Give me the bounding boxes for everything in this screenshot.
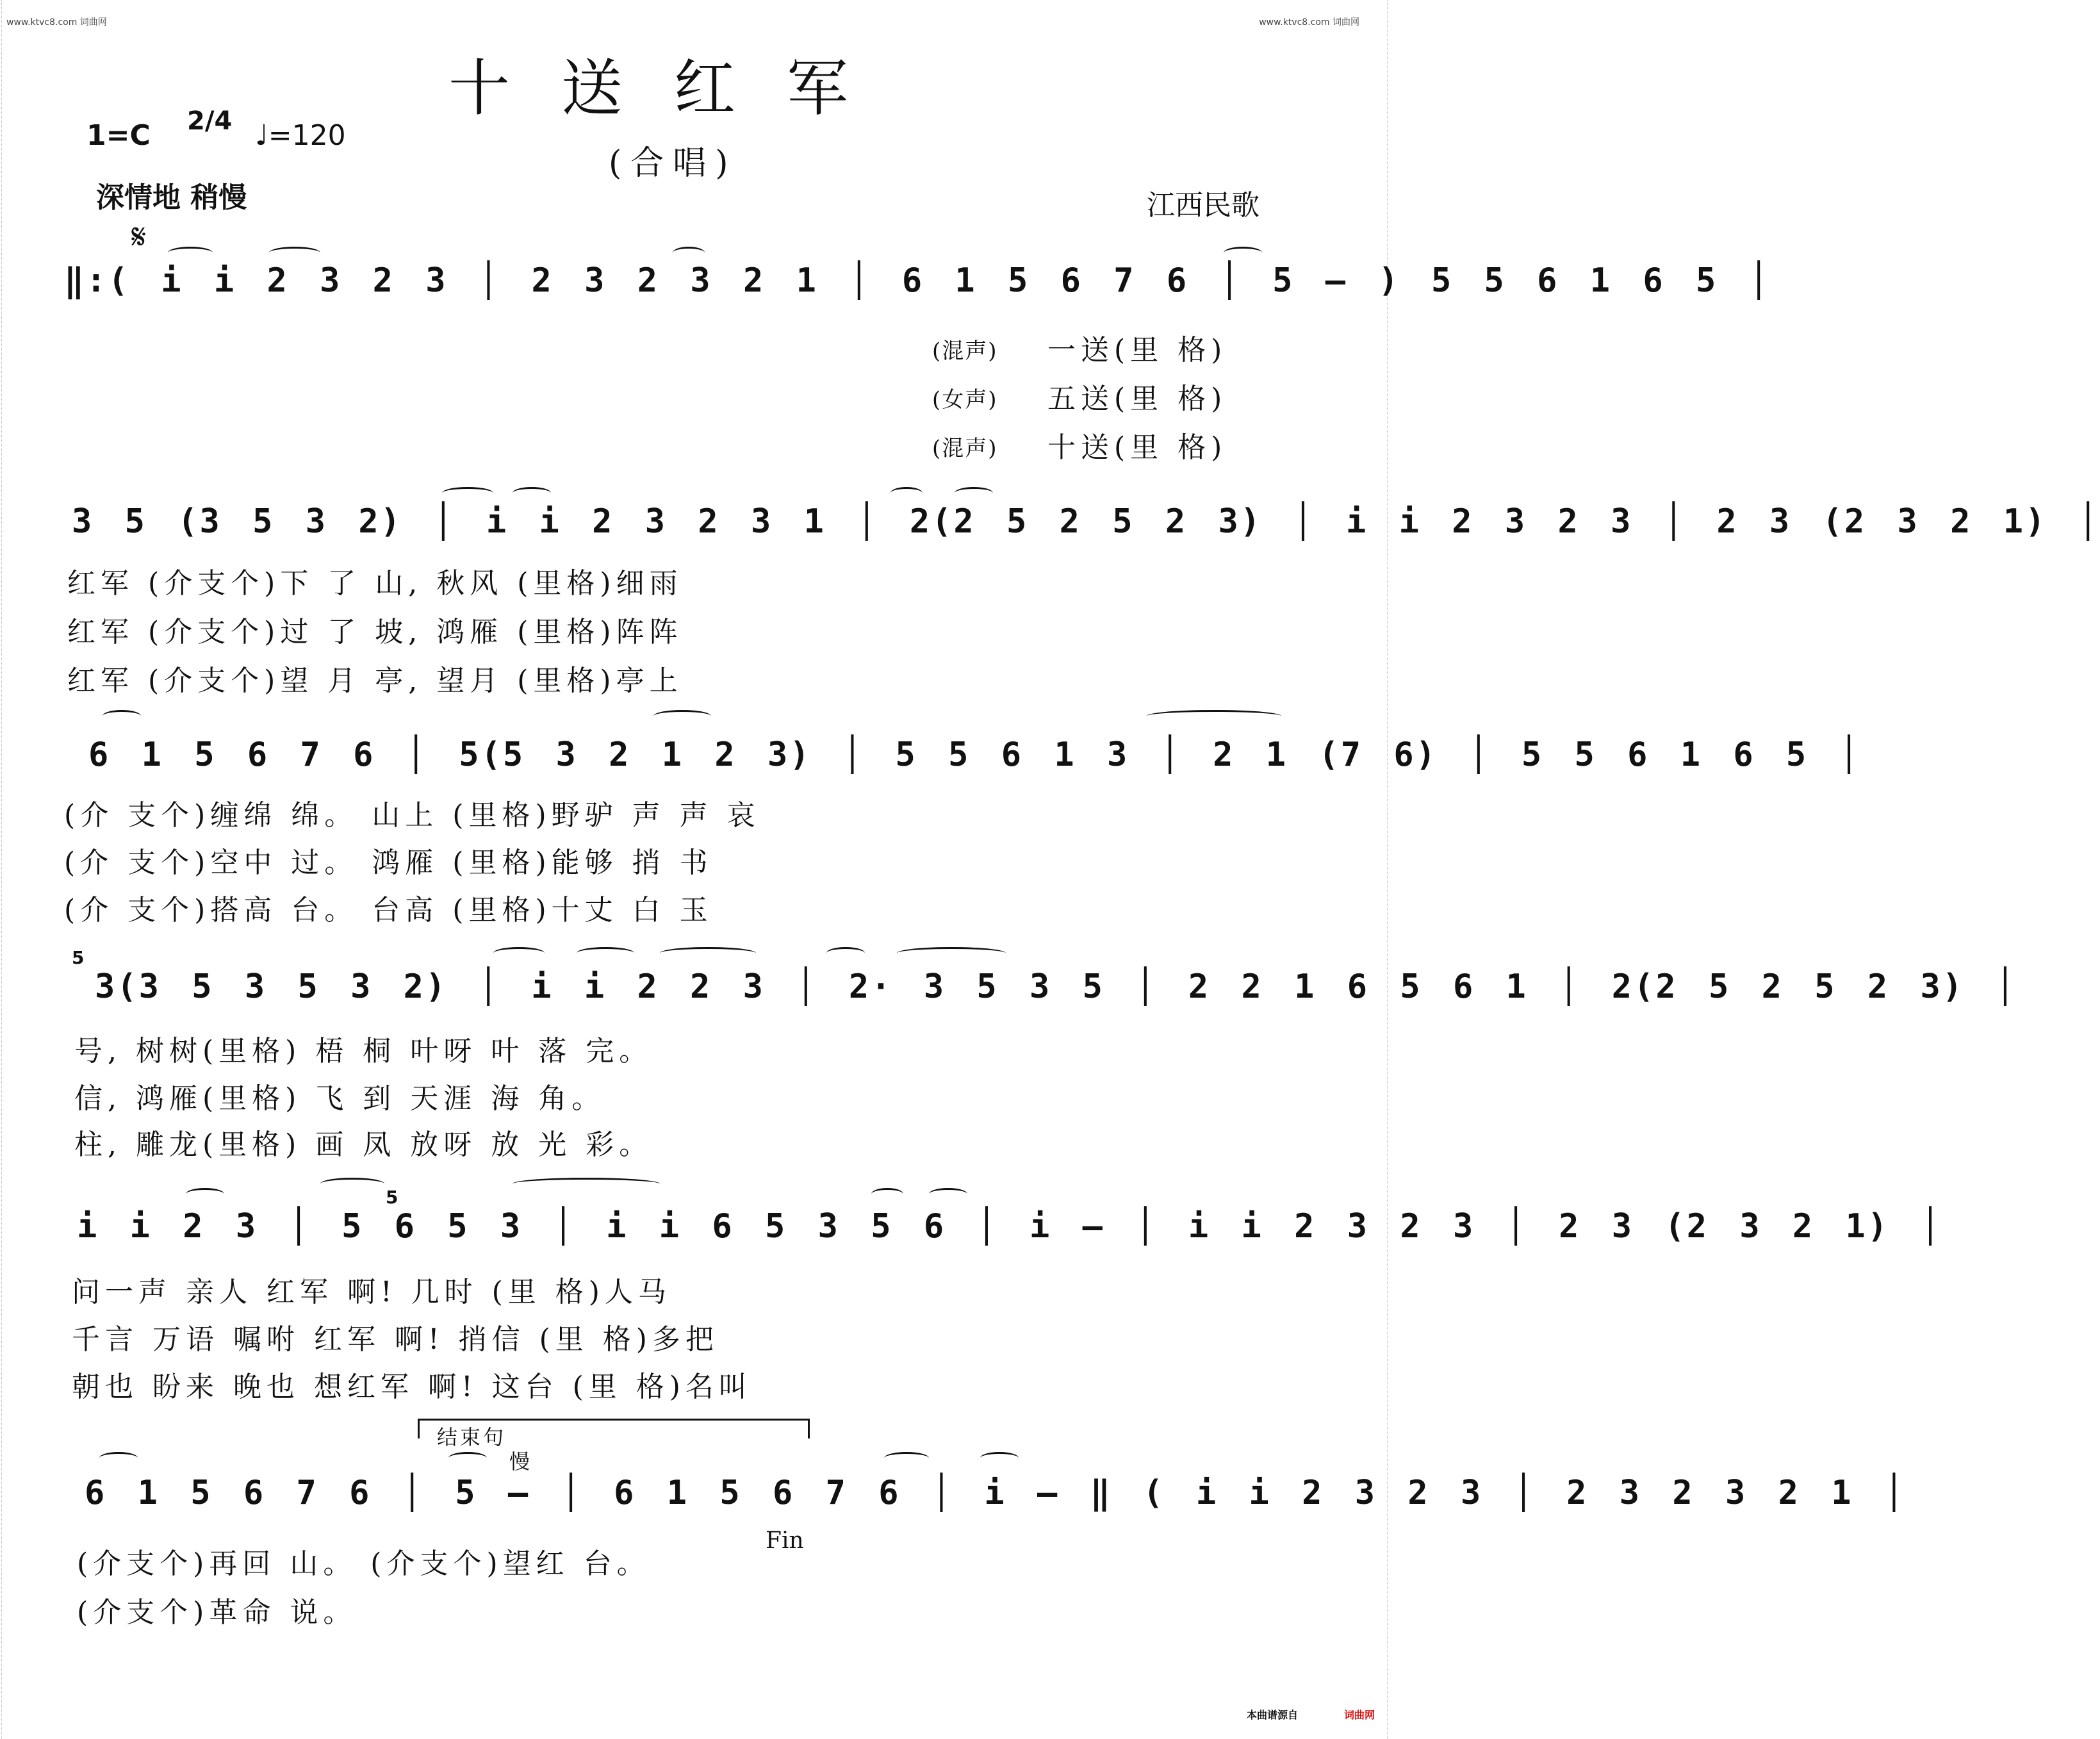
grace-note: 5 xyxy=(386,1187,398,1208)
voice-part-label: (混声) xyxy=(932,436,998,461)
slur xyxy=(493,947,545,959)
lyric-verse-3: 十送(里 格) xyxy=(1047,431,1227,464)
composer: 江西民歌 xyxy=(1147,189,1259,222)
lyric-verse-3: 红军 (介支个)望 月 亭, 望月 (里格)亭上 xyxy=(67,664,683,697)
slur xyxy=(955,487,993,499)
subtitle: (合唱) xyxy=(609,144,737,183)
slur xyxy=(980,1452,1019,1464)
notation-row-3: 6 1 5 6 7 6 │ 5(5 3 2 1 2 3) │ 5 5 6 1 3 │ 2 1 (7 6) │ 5 5 6 1 6 5 │ xyxy=(88,736,1861,774)
lyric-verse-3: (介 支个)搭高 台。 台高 (里格)十丈 白 玉 xyxy=(64,894,713,927)
voice-part-label: (女声) xyxy=(932,387,998,413)
slur xyxy=(577,947,634,959)
notation-row-2: 3 5 (3 5 3 2) │ i i 2 3 2 3 1 │ 2(2 5 2 5 2 3) │ i i 2 3 2 3 │ 2 3 (2 3 2 1) │ xyxy=(72,502,2100,541)
expression-mark: 深情地 稍慢 xyxy=(96,181,247,214)
lyric-verse-1: (介 支个)缠绵 绵。 山上 (里格)野驴 声 声 哀 xyxy=(64,799,760,832)
grace-note: 5 xyxy=(72,947,85,968)
lyric-verse-1: (介支个)再回 山。 (介支个)望红 台。 xyxy=(77,1547,650,1580)
lyric-verse-2: 五送(里 格) xyxy=(1047,383,1227,415)
slur xyxy=(673,247,705,259)
tempo-slow-mark: 慢 xyxy=(509,1449,530,1474)
lyric-verse-3: 柱, 雕龙(里格) 画 凤 放呀 放 光 彩。 xyxy=(74,1128,653,1161)
lyric-verse-2: 红军 (介支个)过 了 坡, 鸿雁 (里格)阵阵 xyxy=(67,616,683,648)
notation-row-1: ‖:( i i 2 3 2 3 │ 2 3 2 3 2 1 │ 6 1 5 6 7 6 │ 5 – ) 5 5 6 1 6 5 │ xyxy=(64,261,1771,300)
slur xyxy=(103,710,141,722)
lyric-verse-2: (介 支个)空中 过。 鸿雁 (里格)能够 捎 书 xyxy=(64,846,713,879)
notation-row-4: 3(3 5 3 5 3 2) │ i i 2 2 3 │ 2· 3 5 3 5 │ 2 2 1 6 5 6 1 │ 2(2 5 2 5 2 3) │ xyxy=(95,968,2017,1006)
slur xyxy=(660,947,756,959)
slur xyxy=(442,487,493,499)
slur xyxy=(269,247,320,259)
slur xyxy=(826,947,865,959)
page-title: 十送红军 xyxy=(448,53,899,124)
left-margin-watermark xyxy=(1,0,10,1739)
slur xyxy=(871,1188,903,1200)
lyric-verse-1: 号, 树树(里格) 梧 桐 叶呀 叶 落 完。 xyxy=(74,1035,653,1067)
slur xyxy=(99,1452,138,1464)
tempo: ♩=120 xyxy=(255,119,346,152)
lyric-verse-1: 红军 (介支个)下 了 山, 秋风 (里格)细雨 xyxy=(67,567,683,600)
slur xyxy=(653,710,711,722)
slur xyxy=(513,1178,660,1190)
key-signature: 1=C xyxy=(86,119,151,152)
voice-part-label: (混声) xyxy=(932,338,998,364)
lyric-verse-1: 问一声 亲人 红军 啊! 几时 (里 格)人马 xyxy=(72,1276,671,1308)
time-signature-value: 2/4 xyxy=(187,106,233,136)
slur xyxy=(186,1188,224,1200)
lyric-verse-2: 信, 鸿雁(里格) 飞 到 天涯 海 角。 xyxy=(74,1082,605,1115)
watermark-left: www.ktvc8.com 词曲网 xyxy=(6,17,107,28)
lyric-verse-2: (介支个)革命 说。 xyxy=(77,1596,357,1629)
notation-row-6: 6 1 5 6 7 6 │ 5 – │ 6 1 5 6 7 6 │ i – ‖ ( i i 2 3 2 3 │ 2 3 2 3 2 1 │ xyxy=(85,1474,1907,1512)
lyric-verse-1: 一送(里 格) xyxy=(1047,334,1227,367)
lyric-verse-2: 千言 万语 嘱咐 红军 啊! 捎信 (里 格)多把 xyxy=(72,1323,719,1356)
slur xyxy=(1224,247,1262,259)
slur xyxy=(929,1188,967,1200)
lyric-verse-3: 朝也 盼来 晚也 想红军 啊! 这台 (里 格)名叫 xyxy=(72,1371,752,1403)
slur xyxy=(513,487,551,499)
notation-row-5: i i 2 3 │ 5 6 5 3 │ i i 6 5 3 5 6 │ i – │ i i 2 3 2 3 │ 2 3 (2 3 2 1) │ xyxy=(77,1207,1942,1246)
slur xyxy=(897,947,1006,959)
segno-icon: 𝄋 xyxy=(131,217,147,257)
slur xyxy=(168,247,213,259)
ending-label: 结束句 xyxy=(437,1425,507,1449)
slur xyxy=(884,1452,929,1464)
fin-mark: Fin xyxy=(766,1528,804,1554)
slur xyxy=(890,487,923,499)
footer-site-logo: 词曲网 xyxy=(1344,1709,1375,1721)
slur xyxy=(1147,710,1281,722)
slur xyxy=(448,1452,487,1464)
time-signature xyxy=(187,106,233,136)
footer-source-label: 本曲谱源自 xyxy=(1247,1709,1299,1721)
watermark-right: www.ktvc8.com 词曲网 xyxy=(1259,17,1359,28)
slur xyxy=(320,1178,384,1190)
